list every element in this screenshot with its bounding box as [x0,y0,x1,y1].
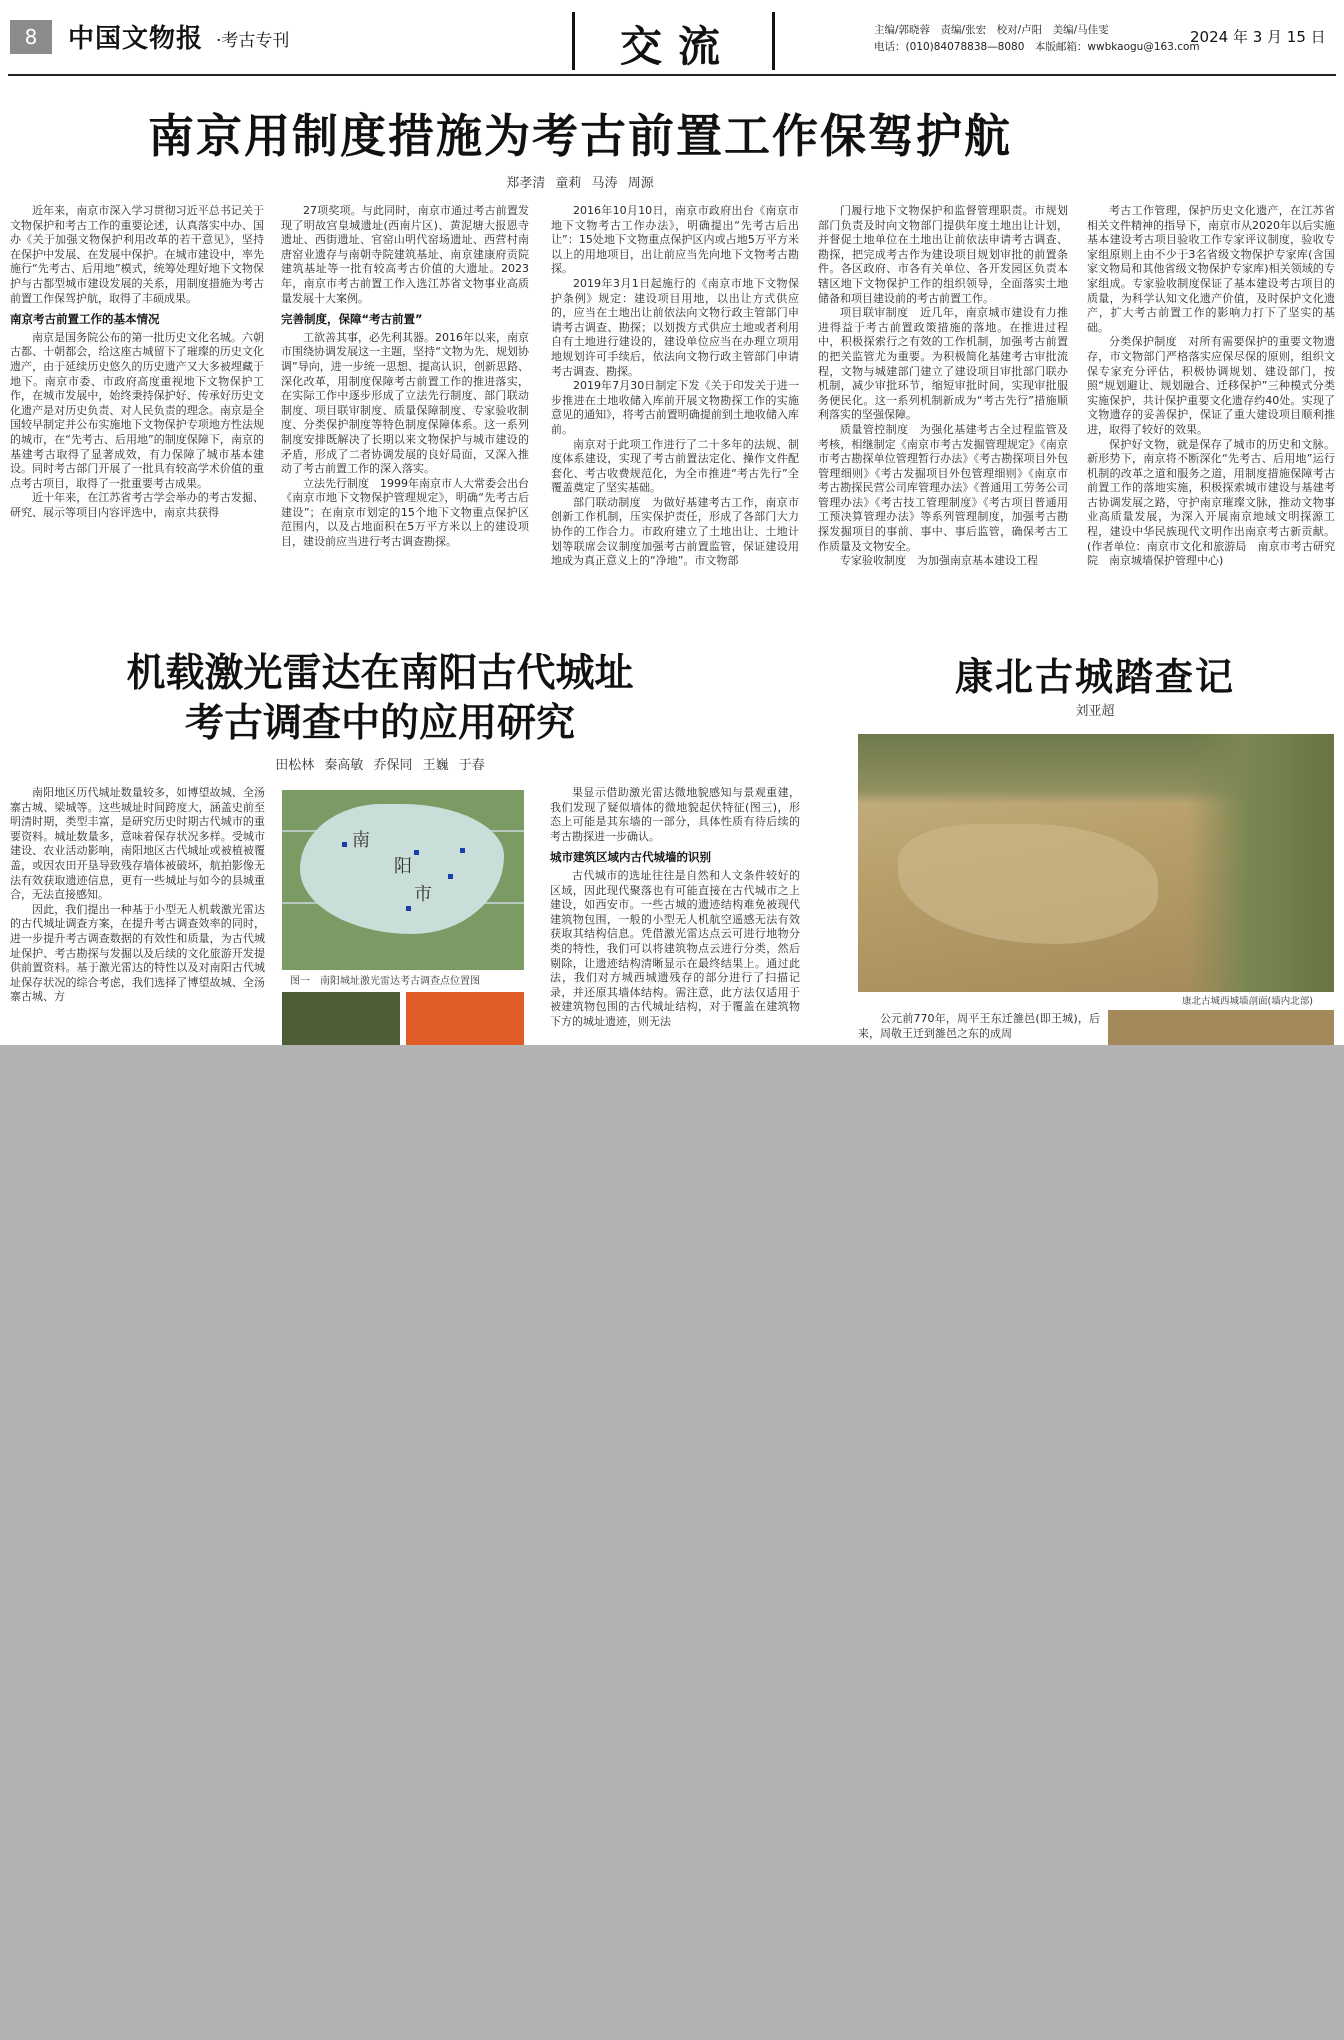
paragraph: 门履行地下文物保护和监督管理职责。市规划部门负责及时向文物部门提供年度土地出让计划，并督促土地单位在土地出让前依法申请考古调查、勘探，把完成考古作为建设项目规划审批的前置条件。各区政府、市各有关单位、各开发园区负责本辖区地下文物保护工作的组织领导，全面落实土地储备和项目建设前的考古前置工作。 [818,204,1068,305]
subheading: 南京考古前置工作的基本情况 [10,312,160,327]
figure-aerial-image [282,992,400,1045]
article1-column-5 [1087,204,1335,624]
photo-caption: 康北古城西城墙剖面(墙内北部) [1182,996,1313,1007]
figure-caption: 图一 南阳城址激光雷达考古调查点位置图 [290,976,480,987]
paragraph: 南京是国务院公布的第一批历史文化名城。六朝古都、十朝都会，给这座古城留下了璀璨的历史文化遗产，由于延续历史悠久的历史遗产又大多被埋藏于地下。南京市委、市政府高度重视地下文物保护工作，在城市发展中，始终秉持保护好、传承好历史文化遗产是对历史负责、对人民负责的理念。南京是全国较早制定并公布实施地下文物保护专项地方性法规的城市，在“先考古、后用地”的制度保障下，南京的基建考古取得了显著成效，有力保障了城市基本建设。同时考古部门开展了一批具有较高学术价值的重点考古项目，取得了一批重要考古成果。 [10,330,264,490]
issue-date: 2024 年 3 月 15 日 [1190,28,1326,46]
section-title: 交流 [619,22,736,71]
article3-author: 刘亚超 [1075,704,1115,719]
subheading: 城市建筑区域内古代城墙的识别 [550,850,711,865]
figure-map [282,790,524,970]
article1-column-4 [818,204,1068,624]
photo-vegetation [1188,734,1334,992]
header-divider [772,12,775,70]
figure-lidar-image [406,992,524,1045]
article3-photo-2 [1108,1010,1334,1045]
article2-column-3 [550,786,800,1045]
edition-name: ·考古专刊 [216,31,290,51]
paragraph: 近十年来，在江苏省考古学会举办的考古发掘、研究、展示等项目内容评选中，南京共获得 [10,491,264,519]
map-label: 南 [352,830,370,851]
paragraph: 果显示借助激光雷达微地貌感知与景观重建，我们发现了疑似墙体的微地貌起伏特征(图三)，形态上可能是其东墙的一部分，具体性质有待后续的考古勘探进一步确认。 [550,786,800,843]
article2-authors: 田松林 秦高敏 乔保同 王巍 于春 [275,758,485,773]
article1-column-2 [281,204,529,624]
article3-paragraph: 公元前770年，周平王东迁雒邑(即王城)，后来，周敬王迁到雒邑之东的成周 [858,1012,1100,1040]
paragraph: 保护好文物，就是保存了城市的历史和文脉。新形势下，南京将不断深化“先考古、后用地”运行机制的改革之道和服务之道，用制度措施保障考古前置工作的落地实施，积极探索城市建设与基建考古协调发展之路，守护南京璀璨文脉，推动文物事业高质量发展，为深入开展南京地域文明探源工程，建设中华民族现代文明作出南京考古新贡献。(作者单位：南京市文化和旅游局 南京市考古研究院 南京城墙保护管理中心) [1087,437,1335,568]
paragraph: 工欲善其事，必先利其器。2016年以来，南京市围绕协调发展这一主题，坚持“文物为先、规划协调”导向，进一步统一思想、提高认识，创新思路、深化改革，用制度保障考古前置工作的推进落实，在实际工作中逐步形成了立法先行制度、部门联动制度、项目联审制度、质量保障制度、专家验收制度、分类保护制度等特色制度保障体系。这一系列制度安排既解决了长期以来文物保护与城市建设的矛盾，形成了二者协调发展的良好局面，又深入推动了考古前置工作的深入落实。 [281,330,529,476]
header-divider [572,12,575,70]
subheading: 完善制度，保障“考古前置” [281,312,423,327]
map-site-marker [448,874,453,879]
newspaper-brand: 中国文物报 [68,24,204,54]
paragraph: 项目联审制度 近几年，南京城市建设有力推进得益于考古前置政策措施的落地。在推进过程中，积极探索行之有效的工作机制，加强考古前置的把关监管尤为重要。为积极简化基建考古审批流程，文物与城建部门建立了建设项目审批部门联办机制，减少审批环节，缩短审批时间，实现审批服务便民化。这一系列机制新成为“考古先行”措施顺利落实的坚强保障。 [818,306,1068,422]
article1-authors: 郑孝清 童莉 马涛 周源 [506,176,654,191]
paragraph: 专家验收制度 为加强南京基本建设工程 [840,554,1038,568]
article2-title-line2: 考古调查中的应用研究 [184,700,575,746]
article3-title: 康北古城踏查记 [954,654,1235,699]
blank-area [0,1045,1344,2040]
paragraph: 质量管控制度 为强化基建考古全过程监管及考核，相继制定《南京市考古发掘管理规定》《南京市考古勘探单位管理暂行办法》《考古勘探项目外包管理细则》《考古发掘项目外包管理细则》《南京市考古勘探民营公司库管理办法》《普通用工劳务公司管理办法》《考古技工管理制度》《考古项目普通用工预决算管理办法》等系列管理制度，加强考古勘探发掘项目的事前、事中、事后监管，确保考古工作质量及文物安全。 [818,422,1068,553]
paragraph: 2019年7月30日制定下发《关于印发关于进一步推进在土地收储入库前开展文物勘探工作的实施意见的通知》，将考古前置明确提前到土地收储入库前。 [551,379,799,436]
map-site-marker [342,842,347,847]
paragraph: 27项奖项。与此同时，南京市通过考古前置发现了明故宫皇城遗址(西南片区)、黄泥塘大报恩寺遗址、西街遗址、官窑山明代窑场遗址、西营村南唐窑业遗存与南朝寺院建筑基址、南京建康府贡院建筑基址等一批有较高考古价值的大遗址。2023年，南京市考古前置工作入选江苏省文物事业高质量发展十大案例。 [281,204,529,305]
editor-credits [874,22,1200,56]
credits-editors: 主编/郭晓蓉 责编/张宏 校对/卢阳 美编/马佳雯 [874,24,1109,36]
article2-title [0,648,760,748]
paragraph: 部门联动制度 为做好基建考古工作，南京市创新工作机制，压实保护责任，形成了各部门大力协作的工作合力。市政府建立了土地出让、土地计划等联席会议制度加强考古前置监管，保证建设用地成为真正意义上的“净地”。市文物部 [551,495,799,568]
article2-column-1 [10,786,265,1045]
paragraph: 古代城市的选址往往是自然和人文条件较好的区域，因此现代聚落也有可能直接在古代城市之上建设，如西安市。一些古城的遗迹结构难免被现代建筑物包围，一般的小型无人机航空遥感无法有效获取其结构信息。凭借激光雷达点云可进行地物分类的特性，我们可以将建筑物点云进行分类，然后剔除，让遗迹结构清晰显示在最终结果上。通过此法，我们对方城西城遗残存的部分进行了扫描记录，并还原其墙体结构。需注意，此方法仅适用于被建筑物包围的古代城址结构，对于覆盖在建筑物下方的城址遗迹，则无法 [550,868,800,1028]
header-rule [8,74,1336,76]
page-number: 8 [10,20,52,54]
map-label: 市 [414,884,432,905]
article1-column-1 [10,204,264,624]
paragraph: 南阳地区历代城址数量较多，如博望故城、全汤寨古城、梁城等。这些城址时间跨度大，涵盖史前至明清时期，类型丰富，是研究历史时期古代城市的重要资料。城址数量多，意味着保存状况多样。受城市建设、农业活动影响，南阳地区古代城址或被植被覆盖，或因农田开垦导致残存墙体被破坏，航拍影像无法有效获取遗迹信息，更有一些城址与如今的县城重合，无法直接感知。 [10,786,265,902]
map-site-marker [406,906,411,911]
article2-title-line1: 机载激光雷达在南阳古代城址 [126,650,634,696]
paragraph: 分类保护制度 对所有需要保护的重要文物遗存，市文物部门严格落实应保尽保的原则，组织文保专家充分评估，积极协调规划、建设部门，按照“规划避让、规划融合、迁移保护”三种模式分类实施保护，共计保护重要文化遗存约40处。实现了文物遗存的妥善保护，保证了重大建设项目顺利推进，取得了较好的效果。 [1087,335,1335,436]
paragraph: 考古工作管理，保护历史文化遗产，在江苏省相关文件精神的指导下，南京市从2020年以后实施基本建设考古项目验收工作专家评议制度，验收专家组原则上由不少于3名省级文物保护专家库(含国家文物局和其他省级文物保护专家库)相关领域的专家组成。专家验收制度保证了基本建设考古项目的质量，为科学认知文化遗产价值，及时保护文化遗产，扩大考古前置工作的影响力打下了坚实的基础。 [1087,204,1335,334]
map-label: 阳 [394,856,412,877]
credits-contact: 电话：(010)84078838—8080 本版邮箱：wwbkaogu@163.com [874,41,1200,53]
article1-column-3 [551,204,799,624]
article3-body [858,1012,1100,1045]
article1-title: 南京用制度措施为考古前置工作保驾护航 [148,109,1012,163]
figure-images [282,992,524,1045]
photo-earth-wall [898,824,1158,944]
paragraph: 近年来，南京市深入学习贯彻习近平总书记关于文物保护和考古工作的重要论述，认真落实中办、国办《关于加强文物保护利用改革的若干意见》，坚持在保护中发展、在发展中保护。在城市建设中，率先施行“先考古、后用地”模式，统筹处理好地下文物保护与古都型城市建设发展的关系，用制度措施为考古前置工作保驾护航，取得了丰硕成果。 [10,204,264,305]
paragraph: 2016年10月10日，南京市政府出台《南京市地下文物考古工作办法》，明确提出“先考古后出让”：15处地下文物重点保护区内或占地5万平方米以上的用地项目，出让前应当先向地下文物考古勘探。 [551,204,799,276]
map-site-marker [414,850,419,855]
paragraph: 2019年3月1日起施行的《南京市地下文物保护条例》规定：建设项目用地，以出让方式供应的，应当在土地出让前依法向文物行政主管部门申请考古调查、勘探；以划拨方式供应土地或者利用自有土地进行建设的，建设单位应当在办理立项用地规划许可手续后，依法向文物行政主管部门申请考古调查、勘探。 [551,276,799,378]
paragraph: 南京对于此项工作进行了二十多年的法规、制度体系建设，实现了考古前置法定化、操作文件配套化、考古收费规范化，为全市推进“考古先行”全覆盖奠定了坚实基础。 [551,437,799,495]
paragraph: 因此，我们提出一种基于小型无人机载激光雷达的古代城址调查方案，在提升考古调查效率的同时，进一步提升考古调查数据的有效性和质量，为古代城址保护、考古勘探与发掘以及后续的文化旅游开发提供前置资料。基于激光雷达的特性以及对南阳古代城址保存状况的综合考虑，我们选择了博望故城、全汤寨古城、方 [10,902,265,1004]
article3-photo [858,734,1334,992]
map-site-marker [460,848,465,853]
paragraph: 立法先行制度 1999年南京市人大常委会出台《南京市地下文物保护管理规定》，明确“先考古后建设”；在南京市划定的15个地下文物重点保护区范围内，以及占地面积在5万平方米以上的建设项目，建设前应当进行考古调查勘探。 [281,476,529,549]
